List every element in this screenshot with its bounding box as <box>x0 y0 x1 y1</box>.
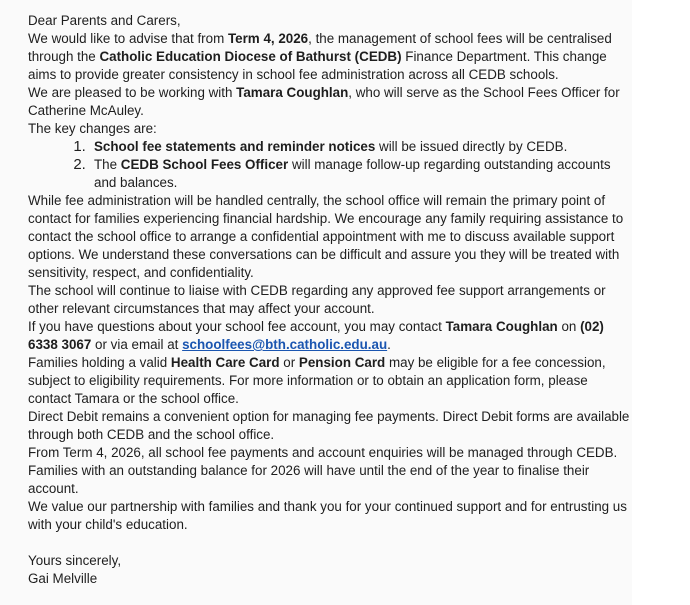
payments-paragraph: From Term 4, 2026, all school fee payments and account enquiries will be managed through CEDB. Families with an outstanding balance for 2026 will have until the end of the year to finalise their account. <box>28 445 618 496</box>
hardship-paragraph: While fee administration will be handled centrally, the school office will remain the primary point of contact for families experiencing financial hardship. We encourage any family requiring assistance to contact the school office to arrange a confidential appointment with me to discuss available support options. We understand these conversations can be difficult and assure you they will be treated with sensitivity, respect, and confidentiality. <box>28 193 624 280</box>
text: We are pleased to be working with <box>28 85 237 100</box>
list-item-text: The <box>94 157 121 172</box>
officer-name: Tamara Coughlan <box>236 85 349 100</box>
text: or via email at <box>91 337 183 352</box>
text: . <box>387 337 391 352</box>
text: on <box>557 319 581 334</box>
text: Families holding a valid <box>28 355 171 370</box>
email-link[interactable]: schoolfees@bth.catholic.edu.au <box>182 337 388 352</box>
closing: Yours sincerely, <box>28 553 122 568</box>
text: may be eligible for a fee concession, subject to eligibility requirements. For more information or to obtain an application form, please contact Tamara or the school office. <box>28 355 606 406</box>
text: We would like to advise that from <box>28 31 228 46</box>
contact-phone: (02) 6338 3067 <box>28 319 604 352</box>
list-item-bold: CEDB School Fees Officer <box>120 157 289 172</box>
text: Finance Department. This change aims to provide greater consistency in school fee administration across all CEDB schools. <box>28 49 607 82</box>
thanks-paragraph: We value our partnership with families and thank you for your continued support and for entrusting us with your child's education. <box>28 499 627 532</box>
spacer <box>28 534 632 552</box>
salutation: Dear Parents and Carers, <box>28 13 181 28</box>
list-item-bold: School fee statements and reminder notices <box>94 139 376 154</box>
text: , who will serve as the School Fees Officer for Catherine McAuley. <box>28 85 620 118</box>
list-item-text: will manage follow-up regarding outstanding accounts and balances. <box>94 157 611 190</box>
organisation-name: Catholic Education Diocese of Bathurst (CEDB) <box>99 49 402 64</box>
liaise-paragraph: The school will continue to liaise with CEDB regarding any approved fee support arrangements or other relevant circumstances that may affect your account. <box>28 283 606 316</box>
list-item <box>90 138 632 156</box>
health-care-card: Health Care Card <box>170 355 280 370</box>
signature-name: Gai Melville <box>28 571 98 586</box>
key-changes-intro: The key changes are: <box>28 121 157 136</box>
intro-paragraph <box>28 30 632 84</box>
concession-paragraph <box>28 354 632 408</box>
key-changes-list <box>28 138 632 192</box>
text: If you have questions about your school fee account, you may contact <box>28 319 446 334</box>
list-item-text: will be issued directly by CEDB. <box>375 139 568 154</box>
contact-name: Tamara Coughlan <box>445 319 558 334</box>
contact-paragraph <box>28 318 632 354</box>
officer-paragraph <box>28 84 632 120</box>
list-item <box>90 156 632 192</box>
text: or <box>279 355 299 370</box>
text: , the management of school fees will be centralised through the <box>28 31 612 64</box>
effective-term: Term 4, 2026 <box>227 31 309 46</box>
pension-card: Pension Card <box>298 355 386 370</box>
direct-debit-paragraph: Direct Debit remains a convenient option for managing fee payments. Direct Debit forms are available through both CEDB and the school office. <box>28 409 630 442</box>
